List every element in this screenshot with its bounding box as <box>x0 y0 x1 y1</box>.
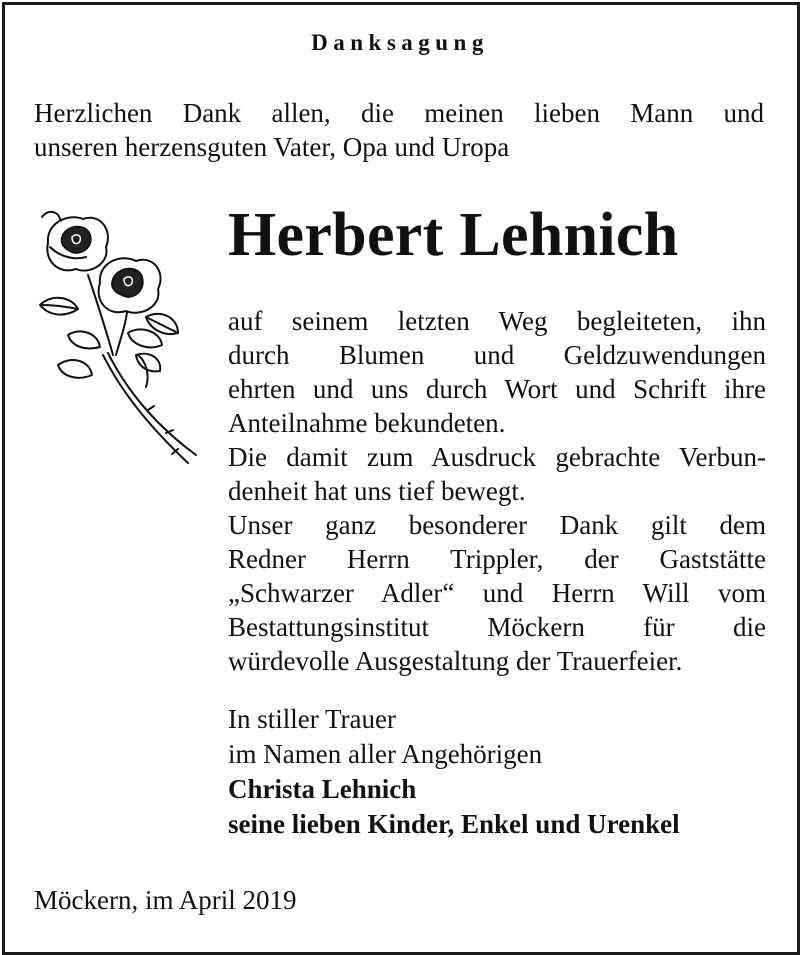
deceased-name: Herbert Lehnich <box>228 201 679 269</box>
body-line: ehrten und uns durch Wort und Schrift ihre <box>228 374 766 404</box>
signature-name-1: Christa Lehnich <box>228 774 417 804</box>
body-line: auf seinem letzten Weg begleiteten, ihn <box>228 306 766 336</box>
body-line: durch Blumen und Geldzuwendungen <box>228 340 766 370</box>
intro-paragraph <box>34 96 764 164</box>
signature-name-2: seine lieben Kinder, Enkel und Urenkel <box>228 809 680 839</box>
intro-line-1: Herzlichen Dank allen, die meinen lieben Mann und <box>34 98 764 128</box>
body-line: Anteilnahme bekundeten. <box>228 408 506 438</box>
body-line: Redner Herrn Trippler, der Gaststätte <box>228 544 766 574</box>
body-line: denheit hat uns tief bewegt. <box>228 476 526 506</box>
signature-line-2: im Namen aller Angehörigen <box>228 739 543 769</box>
rose-illustration-icon <box>28 205 208 473</box>
body-line: Unser ganz besonderer Dank gilt dem <box>228 510 766 540</box>
body-line: „Schwarzer Adler“ und Herrn Will vom <box>228 578 766 608</box>
signature-line-1: In stiller Trauer <box>228 704 396 734</box>
signature-block <box>228 702 680 842</box>
intro-line-2: unseren herzensguten Vater, Opa und Uropa <box>34 132 510 162</box>
body-line: Bestattungsinstitut Möckern für die <box>228 612 766 642</box>
thanks-body <box>228 304 766 678</box>
notice-heading: Danksagung <box>311 30 489 55</box>
body-line: Die damit zum Ausdruck gebrachte Verbun- <box>228 442 766 472</box>
place-date: Möckern, im April 2019 <box>34 885 297 915</box>
body-line: würdevolle Ausgestaltung der Trauerfeier. <box>228 646 683 676</box>
